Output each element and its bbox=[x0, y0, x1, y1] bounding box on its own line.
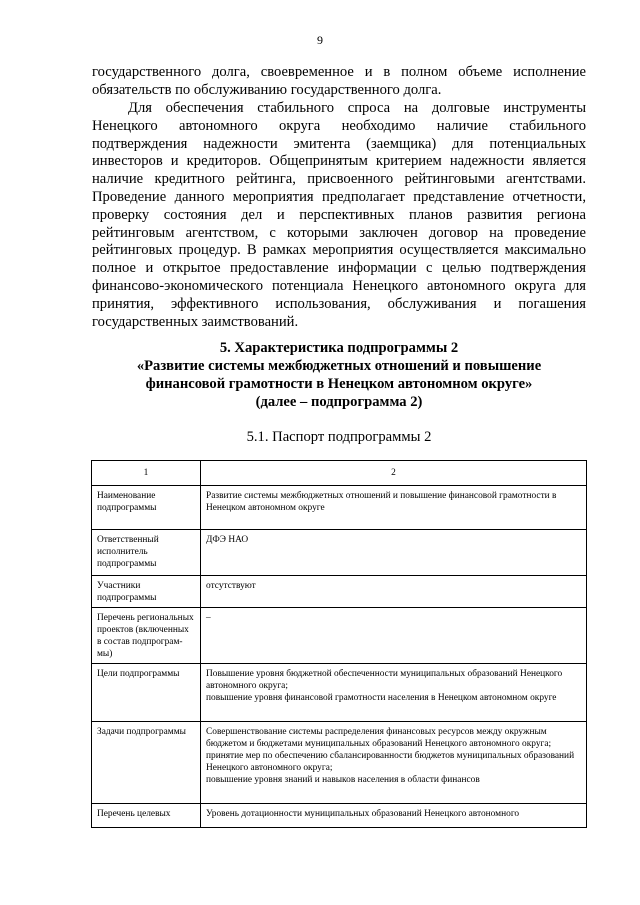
subprogram-passport-table bbox=[91, 460, 587, 828]
row-label: Перечень региональных проектов (включенных в состав подпрограм-мы) bbox=[92, 608, 201, 664]
row-value: Совершенствование системы распределения финансовых ресурсов между окружным бюджетом и бюджетами муниципальных образований Ненецкого автономного округа; принятие мер по обеспечению сбалансированности бюджетов муниципальных образований Ненецкого автономного округа; повышение уровня знаний и навыков населения в области финансов bbox=[201, 722, 587, 804]
table-header-cell: 1 bbox=[92, 461, 201, 486]
table-row bbox=[92, 722, 587, 804]
row-value: ДФЭ НАО bbox=[201, 530, 587, 576]
table-header-cell: 2 bbox=[201, 461, 587, 486]
paragraph-credit-rating: Для обеспечения стабильного спроса на долговые инструменты Ненецкого автономного округа необходимо наличие стабильного подтверждения надежности эмитента (заемщика) для потенциальных инвесторов и кредиторов. Общепринятым критерием надежности является наличие кредитного рейтинга, присвоенного рейтинговыми агентствами. Проведение данного мероприятия предполагает представление отчетности, проверку состояния дел и перспективных планов развития региона рейтинговым агентством, с которыми заключен договор на проведение рейтинговых процедур. В рамках мероприятия осуществляется максимально полное и открытое предоставление информации с целью подтверждения финансово-экономического потенциала Ненецкого автономного округа для принятия, эффективного использования, обслуживания и погашения государственных заимствований. bbox=[92, 100, 586, 330]
row-label: Цели подпрограммы bbox=[92, 664, 201, 722]
table-header-row bbox=[92, 461, 587, 486]
section-title-line: (далее – подпрограмма 2) bbox=[255, 394, 423, 410]
table-row bbox=[92, 576, 587, 608]
row-value: – bbox=[201, 608, 587, 664]
table-row bbox=[92, 608, 587, 664]
passport-subtitle: 5.1. Паспорт подпрограммы 2 bbox=[246, 429, 432, 445]
table-row bbox=[92, 804, 587, 828]
row-value: Повышение уровня бюджетной обеспеченности муниципальных образований Ненецкого автономного округа; повышение уровня финансовой грамотности населения в Ненецком автономном округе bbox=[201, 664, 587, 722]
section-heading bbox=[92, 339, 586, 411]
row-label: Задачи подпрограммы bbox=[92, 722, 201, 804]
table-row bbox=[92, 664, 587, 722]
table-row bbox=[92, 530, 587, 576]
row-label: Ответственный исполнитель подпрограммы bbox=[92, 530, 201, 576]
section-title-line: 5. Характеристика подпрограммы 2 bbox=[219, 340, 459, 356]
row-label: Наименование подпрограммы bbox=[92, 486, 201, 530]
row-label: Перечень целевых bbox=[92, 804, 201, 828]
section-title-line: «Развитие системы межбюджетных отношений и повышение bbox=[136, 358, 542, 374]
page-number: 9 bbox=[317, 33, 323, 47]
row-value: Развитие системы межбюджетных отношений и повышение финансовой грамотности в Ненецком автономном округе bbox=[201, 486, 587, 530]
table-row bbox=[92, 486, 587, 530]
row-value: Уровень дотационности муниципальных образований Ненецкого автономного bbox=[201, 804, 587, 828]
row-value: отсутствуют bbox=[201, 576, 587, 608]
section-title-line: финансовой грамотности в Ненецком автономном округе» bbox=[145, 376, 533, 392]
paragraph-debt-obligations: государственного долга, своевременное и в полном объеме исполнение обязательств по обслуживанию государственного долга. bbox=[92, 64, 586, 98]
row-label: Участники подпрограммы bbox=[92, 576, 201, 608]
